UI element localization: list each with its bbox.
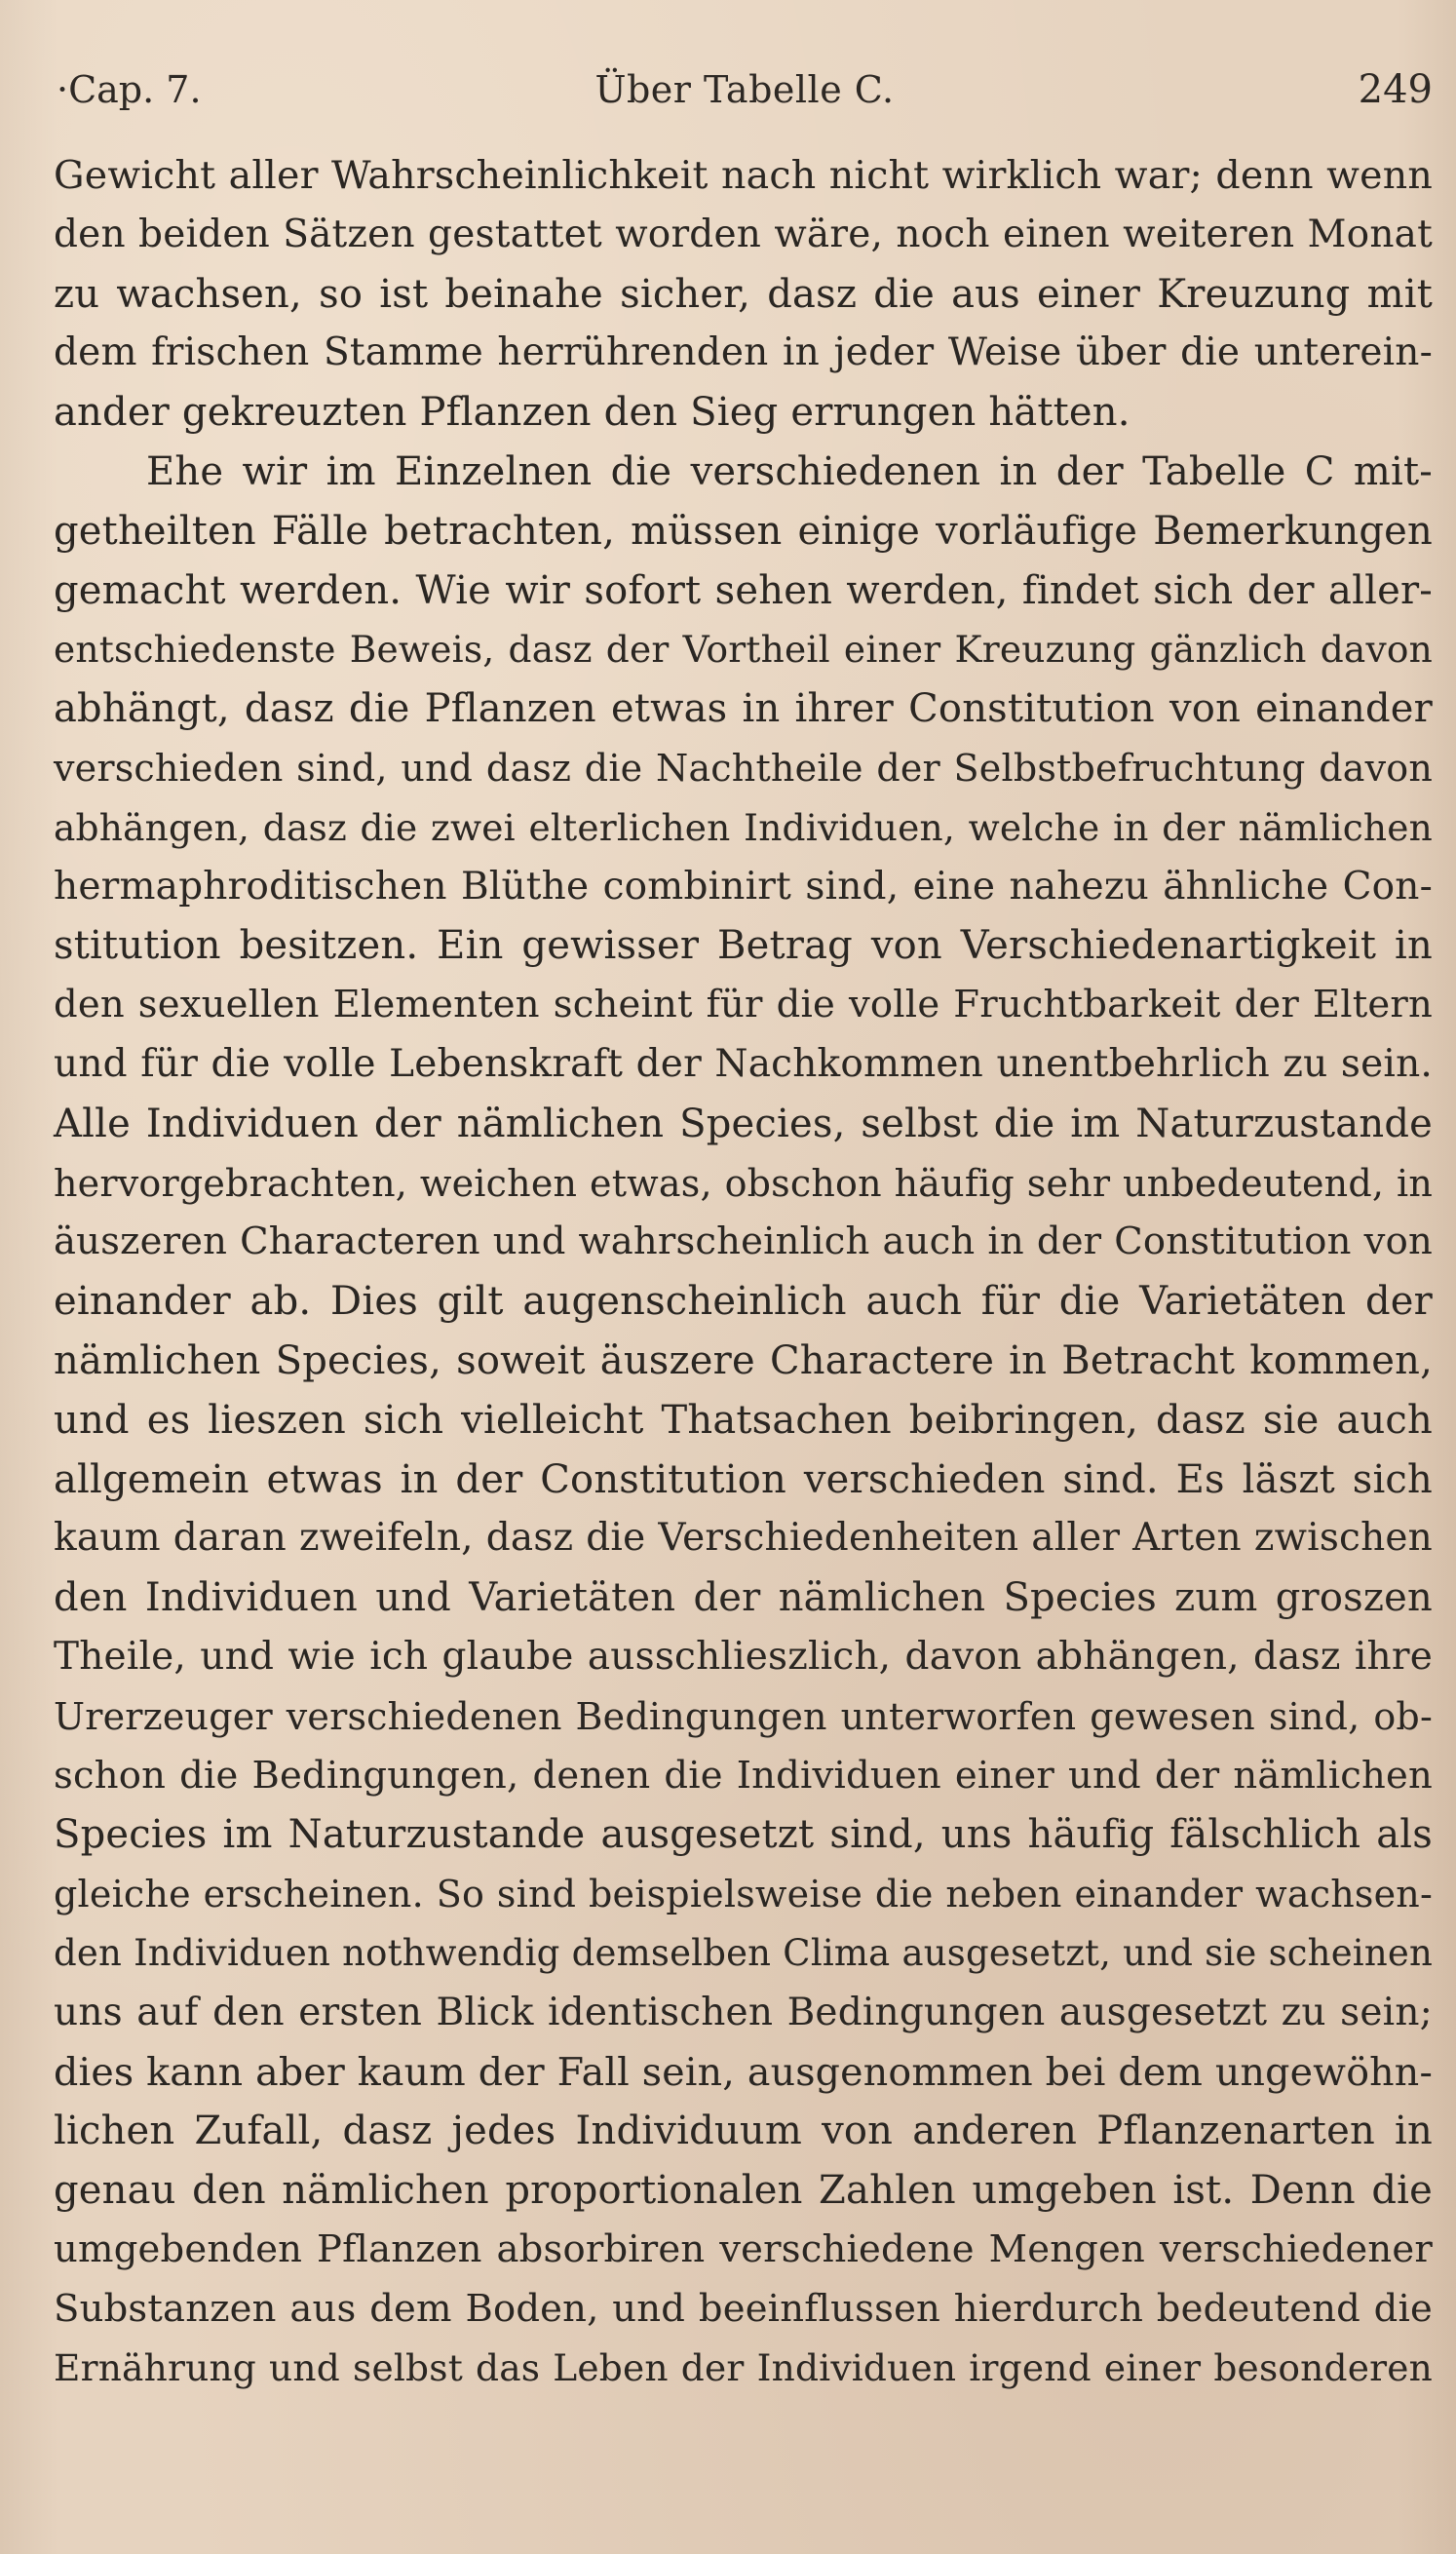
text-line: und es lieszen sich vielleicht Thatsachen beibringen, dasz sie auch (54, 1397, 1433, 1443)
text-line: allgemein etwas in der Constitution verschieden sind. Es läszt sich (54, 1456, 1433, 1502)
text-line: getheilten Fälle betrachten, müssen einige vorläufige Bemerkungen (54, 508, 1433, 554)
text-line: äuszeren Characteren und wahrscheinlich auch in der Constitution von (54, 1219, 1433, 1264)
text-line: Gewicht aller Wahrscheinlichkeit nach nicht wirklich war; denn wenn (54, 153, 1433, 198)
running-header (57, 60, 1433, 119)
text-line: umgebenden Pflanzen absorbiren verschiedene Mengen verschiedener (54, 2226, 1433, 2271)
text-line: hermaphroditischen Blüthe combinirt sind, eine nahezu ähnliche Con- (54, 864, 1433, 909)
text-line: schon die Bedingungen, denen die Individuen einer und der nämlichen (54, 1753, 1433, 1798)
text-line: Alle Individuen der nämlichen Species, selbst die im Naturzustande (54, 1101, 1433, 1146)
text-line: abhängt, dasz die Pflanzen etwas in ihrer Constitution von einander (54, 686, 1433, 732)
text-line: genau den nämlichen proportionalen Zahlen umgeben ist. Denn die (54, 2168, 1433, 2214)
text-line: ander gekreuzten Pflanzen den Sieg errungen hätten. (54, 390, 1130, 436)
text-line: gleiche erscheinen. So sind beispielsweise die neben einander wachsen- (54, 1873, 1433, 1916)
text-line: den beiden Sätzen gestattet worden wäre, noch einen weiteren Monat (54, 212, 1433, 256)
page-number: 249 (1358, 67, 1433, 112)
text-line: abhängen, dasz die zwei elterlichen Individuen, welche in der nämlichen (54, 805, 1433, 849)
text-line: Species im Naturzustande ausgesetzt sind, uns häufig fälschlich als (54, 1812, 1433, 1858)
text-line: stitution besitzen. Ein gewisser Betrag von Verschiedenartigkeit in (54, 923, 1433, 969)
text-line: zu wachsen, so ist beinahe sicher, dasz die aus einer Kreuzung mit (54, 271, 1433, 317)
text-line: hervorgebrachten, weichen etwas, obschon häufig sehr unbedeutend, in (54, 1161, 1433, 1205)
text-line: Substanzen aus dem Boden, und beeinflussen hierdurch bedeutend die (54, 2286, 1433, 2331)
text-line: entschiedenste Beweis, dasz der Vortheil einer Kreuzung gänzlich davon (54, 628, 1433, 672)
text-line: einander ab. Dies gilt augenscheinlich auch für die Varietäten der (54, 1279, 1433, 1325)
text-line: den sexuellen Elementen scheint für die volle Fruchtbarkeit der Eltern (54, 983, 1433, 1027)
body-text (54, 146, 1433, 2398)
text-line: den Individuen nothwendig demselben Clima ausgesetzt, und sie scheinen (54, 1931, 1433, 1974)
text-line: uns auf den ersten Blick identischen Bedingungen ausgesetzt zu sein; (54, 1990, 1433, 2034)
text-line: den Individuen und Varietäten der nämlichen Species zum groszen (54, 1575, 1433, 1621)
text-line: verschieden sind, und dasz die Nachtheile der Selbstbefruchtung davon (54, 746, 1433, 790)
text-line: Theile, und wie ich glaube ausschlieszlich, davon abhängen, dasz ihre (54, 1634, 1433, 1679)
text-line: dem frischen Stamme herrührenden in jeder Weise über die unterein- (54, 330, 1433, 375)
text-line: nämlichen Species, soweit äuszere Charactere in Betracht kommen, (54, 1337, 1433, 1383)
text-line: gemacht werden. Wie wir sofort sehen werden, findet sich der aller- (54, 567, 1433, 613)
section-title: Über Tabelle C. (594, 68, 895, 111)
text-line: dies kann aber kaum der Fall sein, ausgenommen bei dem ungewöhn- (54, 2049, 1433, 2095)
text-line: Ernährung und selbst das Leben der Individuen irgend einer besonderen (54, 2346, 1433, 2390)
text-line: und für die volle Lebenskraft der Nachkommen unentbehrlich zu sein. (54, 1041, 1433, 1086)
paragraph-first-line: Ehe wir im Einzelnen die verschiedenen in der Tabelle C mit- (146, 448, 1433, 494)
text-line: lichen Zufall, dasz jedes Individuum von anderen Pflanzenarten in (54, 2109, 1433, 2154)
text-line: Urerzeuger verschiedenen Bedingungen unterworfen gewesen sind, ob- (54, 1694, 1433, 1738)
chapter-label: ·Cap. 7. (57, 68, 202, 111)
text-line: kaum daran zweifeln, dasz die Verschiedenheiten aller Arten zwischen (54, 1516, 1433, 1561)
